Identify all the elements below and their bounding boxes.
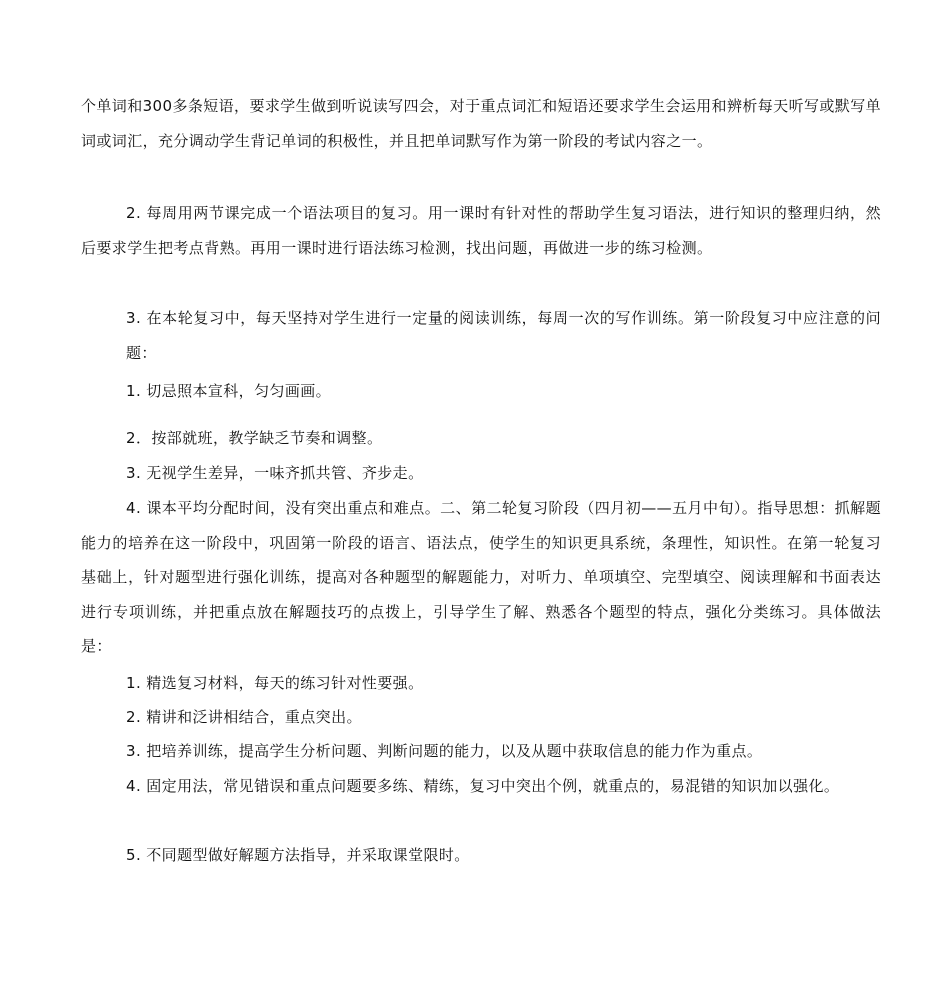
list-item-method-3: 3. 把培养训练，提高学生分析问题、判断问题的能力，以及从题中获取信息的能力作为重点。 bbox=[126, 742, 763, 760]
list-item-method-5: 5. 不同题型做好解题方法指导，并采取课堂限时。 bbox=[126, 846, 470, 864]
list-item-issue-2: 2．按部就班，教学缺乏节奏和调整。 bbox=[126, 429, 383, 447]
list-item-method-4: 4. 固定用法，常见错误和重点问题要多练、精练，复习中突出个例，就重点的，易混错的知识加以强化。 bbox=[126, 777, 840, 795]
list-item-method-1: 1. 精选复习材料，每天的练习针对性要强。 bbox=[126, 674, 424, 692]
paragraph-grammar-review: 2. 每周用两节课完成一个语法项目的复习。用一课时有针对性的帮助学生复习语法，进行知识的整理归纳，然后要求学生把考点背熟。再用一课时进行语法练习检测，找出问题，再做进一步的练习检测。 bbox=[81, 204, 881, 257]
paragraph-second-stage: 4. 课本平均分配时间，没有突出重点和难点。二、第二轮复习阶段（四月初——五月中旬）。指导思想：抓解题能力的培养在这一阶段中，巩固第一阶段的语言、语法点，使学生的知识更具系统，条理性，知识性。在第一轮复习基础上，针对题型进行强化训练，提高对各种题型的解题能力，对听力、单项填空、完型填空、阅读理解和书面表达进行专项训练，并把重点放在解题技巧的点拨上，引导学生了解、熟悉各个题型的特点，强化分类练习。具体做法是： bbox=[81, 499, 881, 655]
list-item-issue-3: 3. 无视学生差异，一味齐抓共管、齐步走。 bbox=[126, 464, 424, 482]
paragraph-reading-training: 3. 在本轮复习中，每天坚持对学生进行一定量的阅读训练，每周一次的写作训练。第一阶段复习中应注意的问题： bbox=[126, 309, 881, 362]
list-item-issue-1: 1. 切忌照本宣科，匀匀画画。 bbox=[126, 382, 332, 400]
list-item-method-2: 2. 精讲和泛讲相结合，重点突出。 bbox=[126, 708, 362, 726]
paragraph-vocabulary: 个单词和300多条短语，要求学生做到听说读写四会，对于重点词汇和短语还要求学生会运用和辨析每天听写或默写单词或词汇，充分调动学生背记单词的积极性，并且把单词默写作为第一阶段的考试内容之一。 bbox=[81, 97, 881, 150]
